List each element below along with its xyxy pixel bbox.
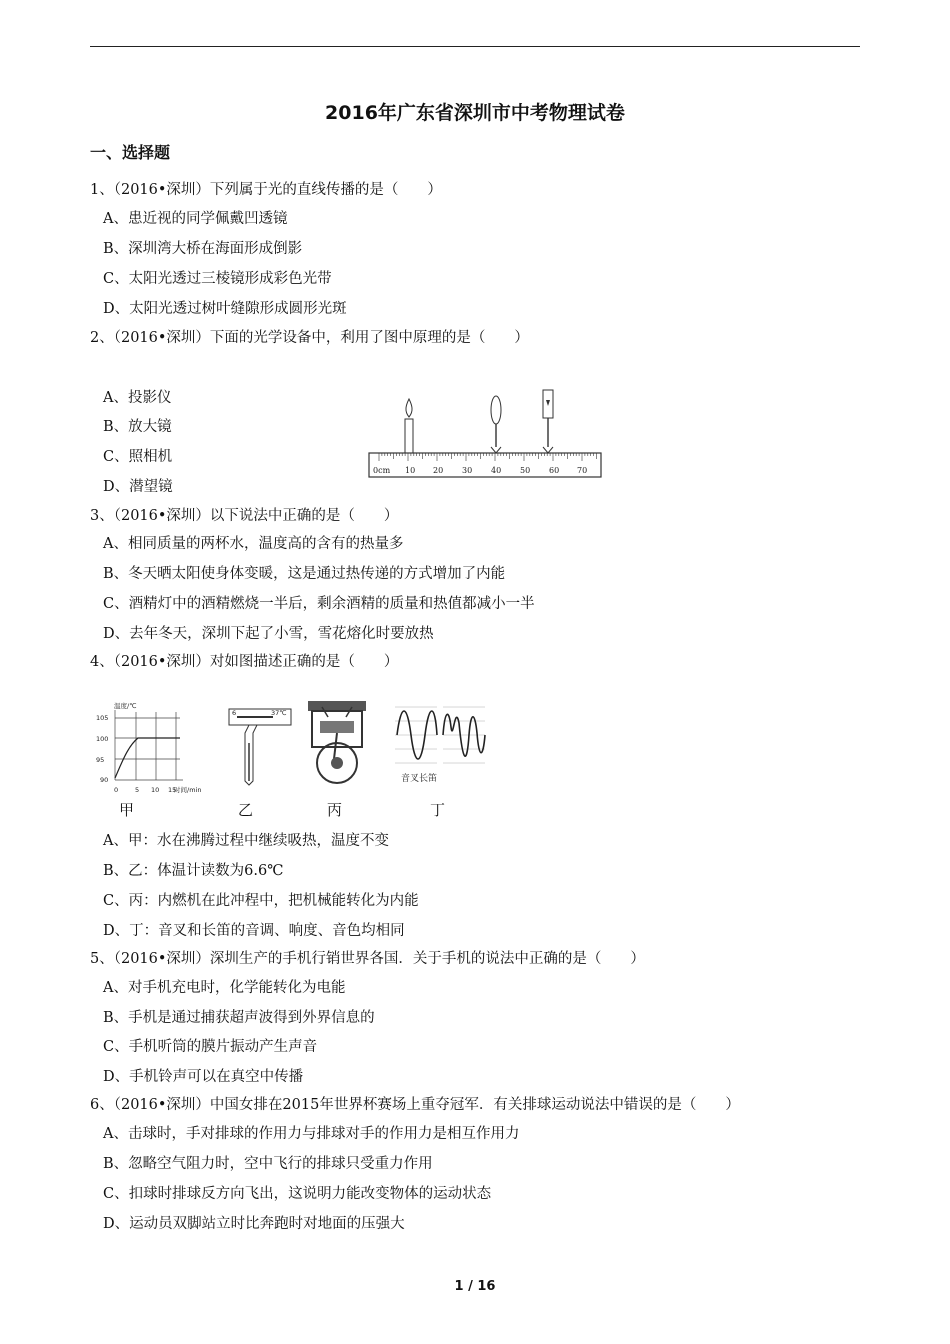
graph-ytick-100: 100 [96,735,109,743]
question-5-stem: 5、（2016•深圳）深圳生产的手机行销世界各国．关于手机的说法中正确的是（ ） [90,951,645,967]
thermometer-mark-6: 6 [232,709,237,717]
graph-xlabel: 时间/min [174,786,202,794]
question-6-option-a: A、击球时，手对排球的作用力与排球对手的作用力是相互作用力 [103,1126,520,1142]
flute-wave [443,714,485,756]
question-6-option-d: D、运动员双脚站立时比奔跑时对地面的压强大 [103,1216,405,1232]
ruler-label-20: 20 [433,466,444,475]
boiling-graph-figure [88,700,218,795]
question-5-option-b: B、手机是通过捕获超声波得到外界信息的 [103,1010,375,1026]
graph-ytick-105: 105 [96,714,109,722]
thermometer-mark-37: 37℃ [271,709,287,717]
question-5-option-a: A、对手机充电时，化学能转化为电能 [103,980,346,996]
question-3-option-d: D、去年冬天，深圳下起了小雪，雪花熔化时要放热 [103,626,434,642]
question-1-option-a: A、患近视的同学佩戴凹透镜 [103,211,288,227]
wave-label: 音叉长笛 [401,774,438,784]
question-4-stem: 4、（2016•深圳）对如图描述正确的是（ ） [90,654,399,670]
question-4-option-a: A、甲：水在沸腾过程中继续吸热，温度不变 [103,833,389,849]
ruler-label-0: 0cm [373,466,391,475]
question-4-option-b: B、乙：体温计读数为6.6℃ [103,863,284,879]
figure-caption-bing: 丙 [327,801,343,819]
question-6-option-c: C、扣球时排球反方向飞出，这说明力能改变物体的运动状态 [103,1186,492,1202]
header-rule [90,46,860,47]
sound-waves-figure [393,703,488,788]
candle-icon [405,399,413,453]
lens-icon [491,396,501,453]
graph-ylabel: 温度/℃ [114,702,137,710]
optical-bench-figure [365,385,605,480]
question-1-option-d: D、太阳光透过树叶缝隙形成圆形光斑 [103,301,347,317]
question-3-option-b: B、冬天晒太阳使身体变暖，这是通过热传递的方式增加了内能 [103,566,506,582]
thermometer-figure [225,703,295,788]
graph-ytick-95: 95 [96,756,105,764]
ruler-label-10: 10 [405,466,416,475]
question-2-option-a: A、投影仪 [103,390,172,406]
page-number: 1 / 16 [454,1279,496,1294]
question-3-stem: 3、（2016•深圳）以下说法中正确的是（ ） [90,508,399,524]
graph-xtick-10: 10 [151,786,160,794]
question-2-option-d: D、潜望镜 [103,479,173,495]
ruler-label-60: 60 [549,466,560,475]
question-1-option-c: C、太阳光透过三棱镜形成彩色光带 [103,271,332,287]
question-2-stem: 2、（2016•深圳）下面的光学设备中，利用了图中原理的是（ ） [90,330,529,346]
ruler-label-70: 70 [577,466,588,475]
question-5-option-d: D、手机铃声可以在真空中传播 [103,1069,304,1085]
graph-xtick-15: 15 [168,786,177,794]
graph-xtick-0: 0 [114,786,119,794]
section-heading: 一、选择题 [90,143,171,162]
question-6-option-b: B、忽略空气阻力时，空中飞行的排球只受重力作用 [103,1156,433,1172]
question-4-option-d: D、丁：音叉和长笛的音调、响度、音色均相同 [103,923,405,939]
question-5-option-c: C、手机听筒的膜片振动产生声音 [103,1039,318,1055]
question-1-stem: 1、（2016•深圳）下列属于光的直线传播的是（ ） [90,182,442,198]
question-2-option-c: C、照相机 [103,449,173,465]
question-2-option-b: B、放大镜 [103,419,172,435]
question-4-option-c: C、丙：内燃机在此冲程中，把机械能转化为内能 [103,893,419,909]
ruler-label-30: 30 [462,466,473,475]
screen-icon [543,390,553,453]
engine-figure [302,697,372,787]
question-6-stem: 6、（2016•深圳）中国女排在2015年世界杯赛场上重夺冠军．有关排球运动说法中错误的是（ ） [90,1097,740,1113]
figure-caption-yi: 乙 [238,801,254,819]
question-1-option-b: B、深圳湾大桥在海面形成倒影 [103,241,303,257]
boiling-curve [115,738,180,778]
figure-caption-jia: 甲 [119,801,135,819]
page-title: 2016年广东省深圳市中考物理试卷 [325,102,625,124]
question-3-option-c: C、酒精灯中的酒精燃烧一半后，剩余酒精的质量和热值都减小一半 [103,596,535,612]
question-3-option-a: A、相同质量的两杯水，温度高的含有的热量多 [103,536,404,552]
graph-xtick-5: 5 [135,786,140,794]
graph-ytick-90: 90 [100,776,109,784]
ruler-label-50: 50 [520,466,531,475]
ruler-label-40: 40 [491,466,502,475]
figure-caption-ding: 丁 [430,801,446,819]
